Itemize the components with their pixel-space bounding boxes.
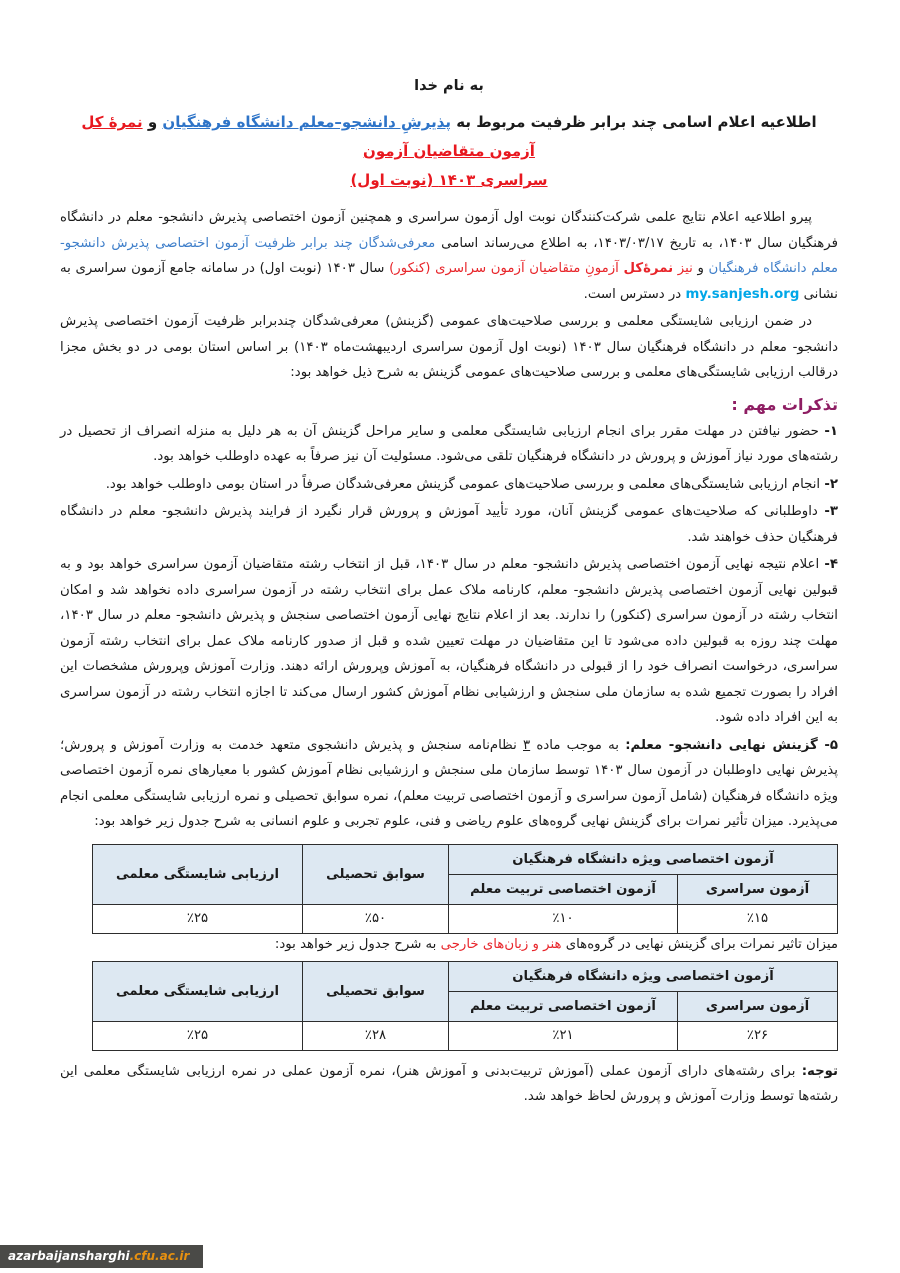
- t2-value-academic-record: ٪۲۸: [303, 1021, 449, 1050]
- note-3-number: ۳-: [824, 504, 838, 519]
- note-2: [60, 472, 838, 498]
- p1-blue-segment: معرفی‌شدگان چند برابر ظرفیت آزمون اختصاصی پذیرش دانشجو- معلم دانشگاه فرهنگیان: [60, 235, 839, 276]
- site-watermark: [0, 1245, 203, 1268]
- title-blue-segment: پذیرشِ دانشجو–معلم دانشگاه فرهنگیان: [162, 113, 452, 131]
- note-1: [60, 419, 838, 470]
- watermark-site-name: azarbaijansharghi: [8, 1249, 130, 1263]
- note-4: [60, 552, 838, 731]
- t1-value-teacher-competency: ٪۲۵: [93, 904, 303, 933]
- score-table-main-groups: [92, 844, 838, 934]
- caption-text-1: میزان تاثیر نمرات برای گزینش نهایی در گروه‌های: [561, 936, 838, 952]
- sanjesh-link[interactable]: my.sanjesh.org: [685, 286, 800, 302]
- note-3-text: داوطلبانی که صلاحیت‌های عمومی گزینش آنان، مورد تأیید آموزش و پرورش قرار نگیرد از فرایند پذیرش دانشجو- معلم در دانشگاه فرهنگیان حذف خواهند شد.: [60, 504, 838, 545]
- caption-text-2: به شرح جدول زیر خواهد بود:: [274, 936, 441, 952]
- t2-header-national-exam: آزمون سراسری: [678, 991, 838, 1021]
- p1-text-3: در دسترس است.: [583, 286, 686, 302]
- note-5: [60, 733, 838, 835]
- attention-note: [60, 1059, 838, 1110]
- note-2-number: ۲-: [824, 476, 838, 492]
- t1-value-academic-record: ٪۵۰: [303, 904, 449, 933]
- t2-header-teacher-training-exam: آزمون اختصاصی تربیت معلم: [449, 991, 678, 1021]
- note-2-text: انجام ارزیابی شایستگی‌های معلمی و بررسی صلاحیت‌های عمومی گزینش معرفی‌شدگان صرفاً در استان بومی داوطلب خواهد بود.: [105, 476, 825, 492]
- score-table-art-language: [92, 961, 838, 1051]
- p1-conjunction: و: [692, 261, 709, 276]
- attention-text: برای رشته‌های دارای آزمون عملی (آموزش تربیت‌بدنی و آموزش هنر)، نمره آزمون عملی در نمره ارزیابی شایستگی معلمی این رشته‌ها توسط وزارت آموزش و پرورش لحاظ خواهد شد.: [60, 1063, 838, 1104]
- t2-value-national-exam: ٪۲۶: [678, 1021, 838, 1050]
- t1-header-teacher-training-exam: آزمون اختصاصی تربیت معلم: [449, 874, 678, 904]
- t1-value-national-exam: ٪۱۵: [678, 904, 838, 933]
- t2-header-farhangian-exam: آزمون اختصاصی ویژه دانشگاه فرهنگیان: [449, 961, 838, 991]
- bismillah-heading: به نام خدا: [414, 78, 484, 94]
- title-red-segment-2: سراسری ۱۴۰۳ (نوبت اول): [350, 171, 548, 189]
- p1-red-segment-1: نیز: [673, 261, 693, 276]
- t1-header-national-exam: آزمون سراسری: [678, 874, 838, 904]
- title-black-segment: اطلاعیه اعلام اسامی چند برابر ظرفیت مربوط به: [451, 113, 817, 131]
- t1-header-academic-record: سوابق تحصیلی: [303, 844, 449, 904]
- title-conjunction: و: [142, 113, 163, 131]
- p1-text-2: سال ۱۴۰۳ (نوبت اول) در سامانه جامع آزمون سراسری به نشانی: [60, 261, 838, 302]
- p1-red-segment-2: آزمونِ متقاضیان آزمون سراسری (کنکور): [389, 261, 624, 276]
- p1-red-bold-segment: نمرهٔ‌کل: [623, 261, 674, 276]
- t2-header-academic-record: سوابق تحصیلی: [303, 961, 449, 1021]
- t1-header-teacher-competency: ارزیابی شایستگی معلمی: [93, 844, 303, 904]
- t1-header-farhangian-exam: آزمون اختصاصی ویژه دانشگاه فرهنگیان: [449, 844, 838, 874]
- note-1-number: ۱-: [824, 423, 838, 439]
- note-1-text: حضور نیافتن در مهلت مقرر برای انجام ارزیابی شایستگی معلمی و سایر مراحل گزینش آن به هر دلیل به منزله انصراف از تحصیل در رشته‌های مورد نیاز آموزش و پرورش در دانشگاه فرهنگیان تلقی می‌شود. مسئولیت آن نیز صرفاً به عهده داوطلب خواهد بود.: [60, 423, 838, 464]
- t2-value-teacher-training-exam: ٪۲۱: [449, 1021, 678, 1050]
- note-5-text-2: نظام‌نامه سنجش و پذیرش دانشجوی متعهد خدمت به وزارت آموزش و پرورش؛ پذیرش نهایی داوطلبان در آزمون سال ۱۴۰۳ توسط سازمان ملی سنجش و ارزشیابی نظام آموزش کشور با معیارهای نمره آزمون اختصاصی ویژه دانشگاه فرهنگیان (شامل آزمون سراسری و آزمون اختصاصی تربیت معلم)، نمره سوابق تحصیلی و نمره ارزیابی شایستگی معلمی انجام می‌پذیرد. میزان تأثیر نمرات برای گزینش نهایی گروه‌های علوم ریاضی و فنی، علوم تجربی و علوم انسانی به شرح جدول زیر خواهد بود:: [60, 737, 838, 829]
- note-5-article-number: ۳: [523, 737, 531, 753]
- note-4-text: اعلام نتیجه نهایی آزمون اختصاصی پذیرش دانشجو- معلم در سال ۱۴۰۳، قبل از انتخاب رشته متقاضیان آزمون سراسری خواهد بود و به قبولین نهایی آزمون اختصاصی پذیرش دانشجو- معلم، کارنامه ملاک عمل برای انتخاب رشته در آزمون سراسری داده نخواهد شد و امکان انتخاب رشته در آزمون سراسری (کنکور) را ندارند. بعد از اعلام نتایج نهایی آزمون اختصاصی سنجش و پذیرش دانشجو- معلم در سال ۱۴۰۳، مهلت چند روزه به قبولین داده می‌شود تا این متقاضیان در مهلت تعیین شده و قبل از صدور کارنامه ملاک عمل برای انتخاب رشته آزمون سراسری، درخواست انصراف خود را از قبولی در دانشگاه فرهنگیان، به آموزش وپرورش ارائه دهند. وزارت آموزش وپرورش مشخصات این افراد را بصورت تجمیع شده به سازمان ملی سنجش و ارزشیابی نظام آموزش کشور ارسال می‌کند تا اجازه انتخاب رشته در آزمون سراسری به این افراد داده شود.: [60, 557, 838, 725]
- intro-paragraph-1: [60, 205, 838, 307]
- t2-value-teacher-competency: ٪۲۵: [93, 1021, 303, 1050]
- note-4-number: ۴-: [824, 557, 838, 572]
- important-notes-heading: تذکرات مهم :: [731, 394, 838, 414]
- attention-label: توجه:: [801, 1063, 838, 1079]
- t2-header-teacher-competency: ارزیابی شایستگی معلمی: [93, 961, 303, 1021]
- t1-value-teacher-training-exam: ٪۱۰: [449, 904, 678, 933]
- intro-paragraph-2: در ضمن ارزیابی شایستگی معلمی و بررسی صلاحیت‌های عمومی (گزینش) معرفی‌شدگان چندبرابر ظرفیت آزمون اختصاصی پذیرش دانشجو- معلم در دانشگاه فرهنگیان سال ۱۴۰۳ (نوبت اول آزمون سراسری اردیبهشت‌ماه ۱۴۰۳) بر اساس استان بومی در دو بخش مجزا درقالب ارزیابی شایستگی‌های معلمی و بررسی صلاحیت‌های عمومی گزینش به شرح ذیل خواهد بود:: [60, 314, 838, 380]
- caption-red-segment: هنر و زبان‌های خارجی: [440, 936, 562, 952]
- p1-text-1: پیرو اطلاعیه اعلام نتایج علمی شرکت‌کنندگان نوبت اول آزمون سراسری و همچنین آزمون اختصاصی پذیرش دانشجو- معلم در دانشگاه فرهنگیان سال ۱۴۰۳، به تاریخ ۱۴۰۳/۰۳/۱۷، به اطلاع می‌رساند اسامی: [60, 210, 838, 251]
- watermark-domain-suffix: .cfu.ac.ir: [129, 1249, 190, 1263]
- note-5-lead: ۵- گزینش نهایی دانشجو- معلم:: [625, 737, 838, 753]
- title-red-segment-1: نمرهٔ کل آزمون متقاضیان آزمون: [81, 113, 535, 160]
- art-language-caption: [60, 937, 838, 952]
- page-title: [60, 108, 838, 195]
- note-5-text-1: به موجب ماده: [530, 737, 626, 753]
- note-3: [60, 499, 838, 550]
